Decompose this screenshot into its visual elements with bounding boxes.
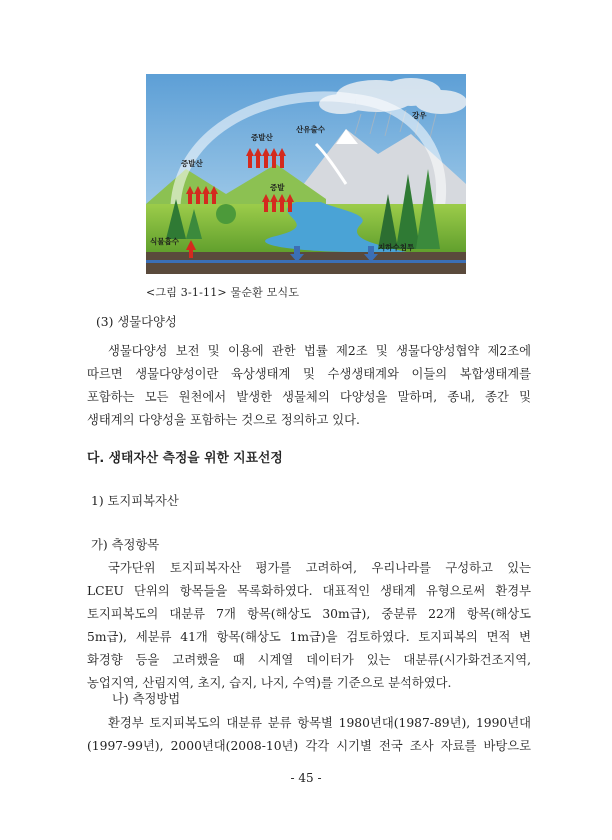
label-rainfall: 강우 (412, 111, 427, 120)
paragraph-line: 생물다양성 보전 및 이용에 관한 법률 제2조 및 생물다양성협약 제2조에 (108, 344, 531, 358)
paragraph-line: 생태계의 다양성을 포함하는 것으로 정의하고 있다. (87, 413, 360, 427)
label-plant-uptake: 식물흡수 (150, 237, 179, 246)
page-number: - 45 - (290, 771, 322, 785)
paragraph-line: 5m급), 세분류 41개 항목(해상도 1m급)을 검토하였다. 토지피복의 면적 변 (87, 630, 531, 644)
paragraph-line: 포함하는 모든 원천에서 발생한 생물체의 다양성을 말하며, 종내, 종간 및 (87, 390, 531, 404)
paragraph-line: 농업지역, 산림지역, 초지, 습지, 나지, 수역)를 기준으로 분석하였다. (87, 676, 452, 690)
subsection-1-heading: 1) 토지피복자산 (91, 494, 179, 508)
label-evapotranspiration-center: 증발산 (251, 133, 273, 142)
subsection-na-paragraph (87, 712, 531, 758)
section-3-paragraph (87, 340, 531, 432)
label-infiltration: 지하수침투 (378, 243, 415, 252)
subsection-ga-heading: 가) 측정항목 (91, 538, 160, 552)
section-3-heading: (3) 생물다양성 (96, 315, 177, 329)
water-cycle-illustration (146, 74, 466, 274)
main-section-heading: 다. 생태자산 측정을 위한 지표선정 (87, 451, 283, 466)
paragraph-line: 따르면 생물다양성이란 육상생태계 및 수생생태계와 이들의 복합생태계를 (87, 367, 531, 381)
paragraph-line: 화경향 등을 고려했을 때 시계열 데이터가 있는 대분류(시가화건조지역, (87, 653, 531, 667)
subsection-ga-paragraph (87, 557, 531, 695)
label-evapotranspiration-left: 증발산 (181, 159, 203, 168)
paragraph-line: 국가단위 토지피복자산 평가를 고려하여, 우리나라를 구성하고 있는 (108, 561, 531, 575)
figure-caption: <그림 3-1-11> 물순환 모식도 (146, 286, 300, 299)
groundwater-line (146, 260, 466, 263)
paragraph-line: 토지피복도의 대분류 7개 항목(해상도 30m급), 중분류 22개 항목(해상도 (87, 607, 531, 621)
subsection-na-heading: 나) 측정방법 (112, 692, 181, 706)
paragraph-line: (1997-99년), 2000년대(2008-10년) 각각 시기별 전국 조사 자료를 바탕으로 (87, 739, 531, 753)
paragraph-line: 환경부 토지피복도의 대분류 분류 항목별 1980년대(1987-89년), 1990년대 (108, 716, 531, 730)
water-cycle-figure (146, 74, 466, 274)
label-evaporation: 증발 (270, 183, 285, 192)
paragraph-line: LCEU 단위의 항목들을 목록화하였다. 대표적인 생태계 유형으로써 환경부 (87, 584, 531, 598)
label-runoff: 산유출수 (296, 125, 325, 134)
